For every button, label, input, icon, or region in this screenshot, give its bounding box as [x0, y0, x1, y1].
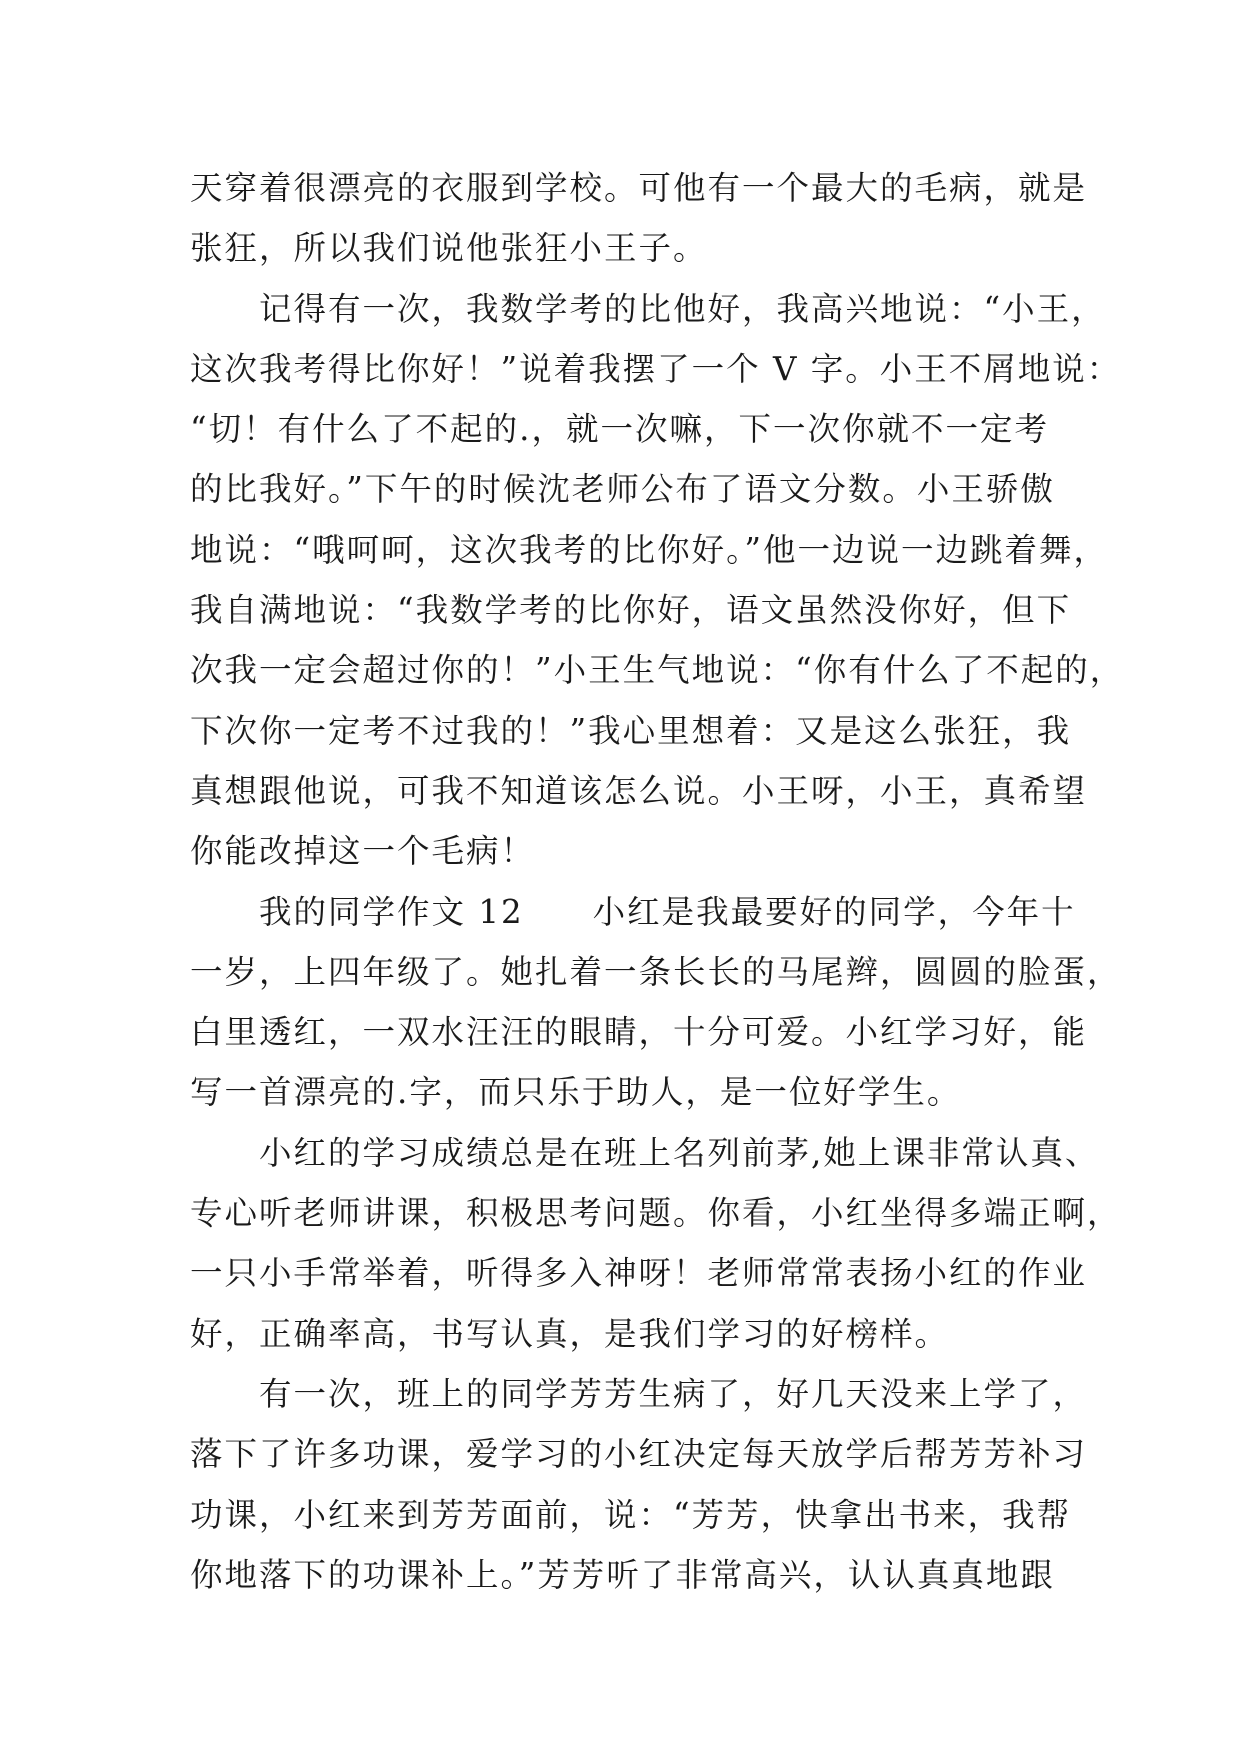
text-line: 这次我考得比你好！”说着我摆了一个 V 字。小王不屑地说： [190, 349, 1122, 388]
text-line: 专心听老师讲课，积极思考问题。你看，小红坐得多端正啊， [190, 1194, 1122, 1233]
text-line: 落下了许多功课，爱学习的小红决定每天放学后帮芳芳补习 [190, 1435, 1088, 1474]
text-line: 一只小手常举着，听得多入神呀！老师常常表扬小红的作业 [190, 1254, 1088, 1293]
text-line: 下次你一定考不过我的！”我心里想着：又是这么张狂，我 [190, 711, 1072, 750]
text-line: 一岁，上四年级了。她扎着一条长长的马尾辫，圆圆的脸蛋， [190, 952, 1122, 991]
text-line: 你地落下的功课补上。”芳芳听了非常高兴，认认真真地跟 [190, 1555, 1055, 1594]
text-line: 地说：“哦呵呵，这次我考的比你好。”他一边说一边跳着舞， [190, 530, 1108, 569]
text-line: 我自满地说：“我数学考的比你好，语文虽然没你好，但下 [190, 591, 1072, 630]
text-line: 记得有一次，我数学考的比他好，我高兴地说：“小王， [190, 289, 1106, 328]
text-line: 功课，小红来到芳芳面前，说：“芳芳，快拿出书来，我帮 [190, 1495, 1072, 1534]
text-line: 好，正确率高，书写认真，是我们学习的好榜样。 [190, 1314, 950, 1353]
text-line: 有一次，班上的同学芳芳生病了，好几天没来上学了， [190, 1374, 1088, 1413]
text-line: 真想跟他说，可我不知道该怎么说。小王呀，小王，真希望 [190, 771, 1088, 810]
text-line: 张狂，所以我们说他张狂小王子。 [190, 229, 708, 268]
essay-text [190, 158, 1125, 1605]
text-line: 次我一定会超过你的！”小王生气地说：“你有什么了不起的， [190, 651, 1125, 690]
text-line: 我的同学作文 12 小红是我最要好的同学，今年十 [190, 892, 1076, 931]
text-line: 写一首漂亮的.字，而只乐于助人，是一位好学生。 [190, 1073, 962, 1112]
text-line: 你能改掉这一个毛病！ [190, 832, 536, 871]
text-line: 的比我好。”下午的时候沈老师公布了语文分数。小王骄傲 [190, 470, 1055, 509]
text-line: 小红的学习成绩总是在班上名列前茅,她上课非常认真、 [190, 1133, 1100, 1172]
text-line: 天穿着很漂亮的衣服到学校。可他有一个最大的毛病，就是 [190, 169, 1088, 207]
text-line: “切！有什么了不起的.，就一次嘛，下一次你就不一定考 [190, 410, 1049, 449]
text-line: 白里透红，一双水汪汪的眼睛，十分可爱。小红学习好，能 [190, 1013, 1088, 1052]
